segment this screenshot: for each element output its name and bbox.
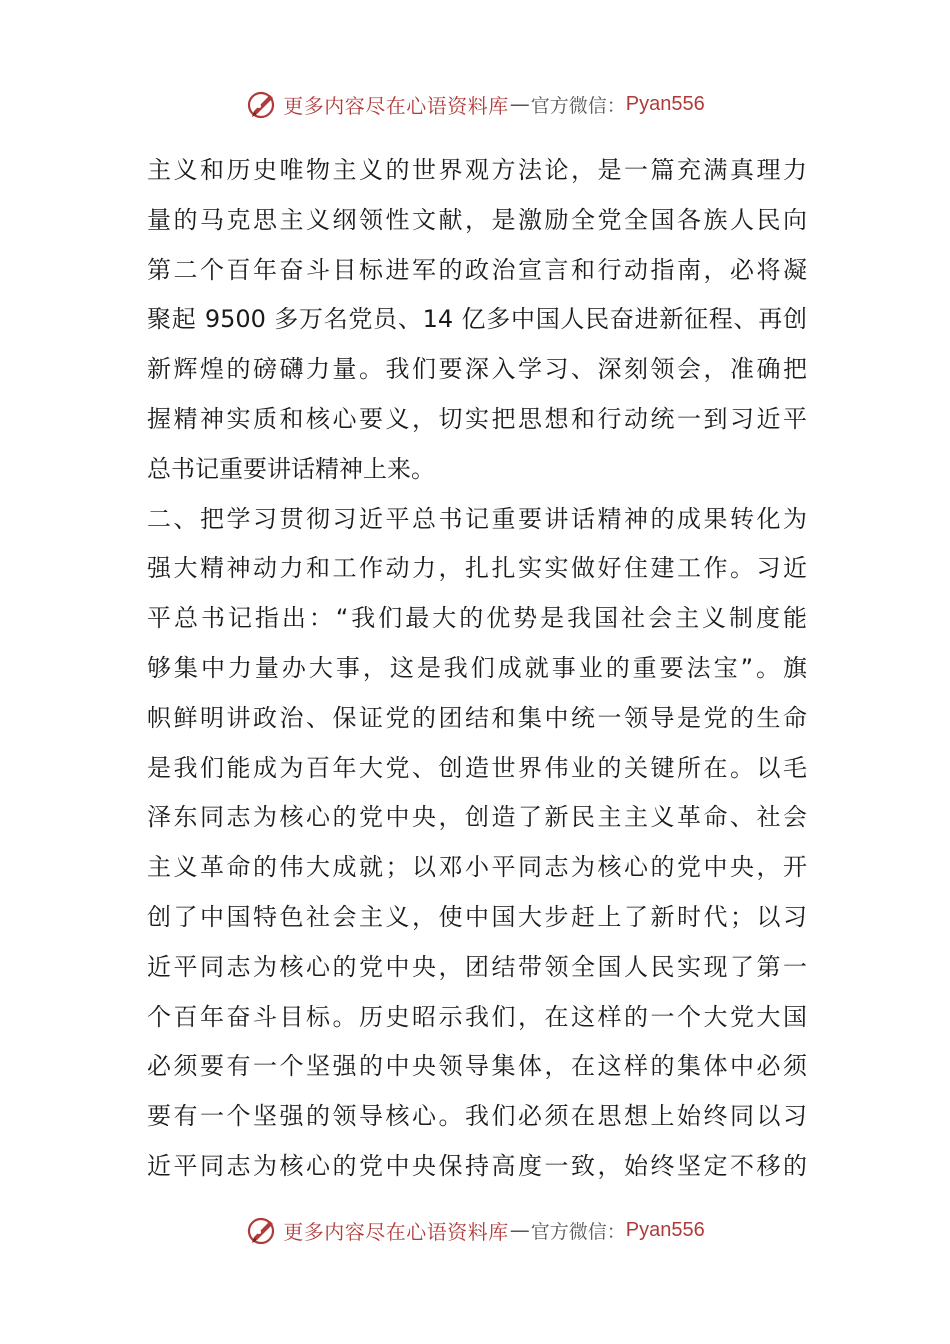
text-line: 强大精神动力和工作动力，扎扎实实做好住建工作。习近 [147,554,807,583]
text-line: 聚起 9500 多万名党员、14 亿多中国人民奋进新征程、再创 [147,305,807,334]
text-line: 新辉煌的磅礴力量。我们要深入学习、深刻领会，准确把 [147,355,807,384]
banner-dash: — [509,1218,530,1242]
banner-wechat-label: 官方微信： [530,1220,626,1243]
text-line: 创了中国特色社会主义，使中国大步赶上了新时代；以习 [147,902,807,931]
text-line: 个百年奋斗目标。历史昭示我们，在这样的一个大党大国 [147,1002,807,1031]
text-line: 主义和历史唯物主义的世界观方法论，是一篇充满真理力 [147,156,807,184]
text-line: 握精神实质和核心要义，切实把思想和行动统一到习近平 [147,404,807,433]
banner-dash: — [509,92,530,116]
text-line: 帜鲜明讲政治、保证党的团结和集中统一领导是党的生命 [147,703,807,732]
pen-logo-icon [245,1213,279,1247]
text-line: 近平同志为核心的党中央保持高度一致，始终坚定不移的 [147,1151,807,1180]
section-heading-line: 二、把学习贯彻习近平总书记重要讲话精神的成果转化为 [147,504,807,533]
banner-wechat-id: Pyan556 [625,92,705,115]
text-line: 平总书记指出：“我们最大的优势是我国社会主义制度能 [147,604,807,633]
banner-wechat-label: 官方微信： [530,94,626,117]
document-body [147,146,807,1192]
text-line: 主义革命的伟大成就；以邓小平同志为核心的党中央，开 [147,853,807,882]
text-line: 必须要有一个坚强的中央领导集体，在这样的集体中必须 [147,1052,807,1081]
footer-banner [0,1210,950,1250]
banner-wechat-id: Pyan556 [625,1218,705,1241]
text-line: 第二个百年奋斗目标进军的政治宣言和行动指南，必将凝 [147,255,807,284]
header-banner [0,84,950,124]
pen-logo-icon [245,87,279,121]
text-line: 泽东同志为核心的党中央，创造了新民主主义革命、社会 [147,803,807,832]
text-line: 够集中力量办大事，这是我们成就事业的重要法宝”。旗 [147,653,807,682]
text-line: 要有一个坚强的领导核心。我们必须在思想上始终同以习 [147,1102,807,1131]
banner-main-text: 更多内容尽在心语资料库 [283,93,509,118]
text-line: 量的马克思主义纲领性文献，是激励全党全国各族人民向 [147,205,807,234]
text-line: 是我们能成为百年大党、创造世界伟业的关键所在。以毛 [147,753,807,782]
text-line: 近平同志为核心的党中央，团结带领全国人民实现了第一 [147,952,807,981]
banner-main-text: 更多内容尽在心语资料库 [283,1219,509,1244]
text-line: 总书记重要讲话精神上来。 [147,454,435,483]
